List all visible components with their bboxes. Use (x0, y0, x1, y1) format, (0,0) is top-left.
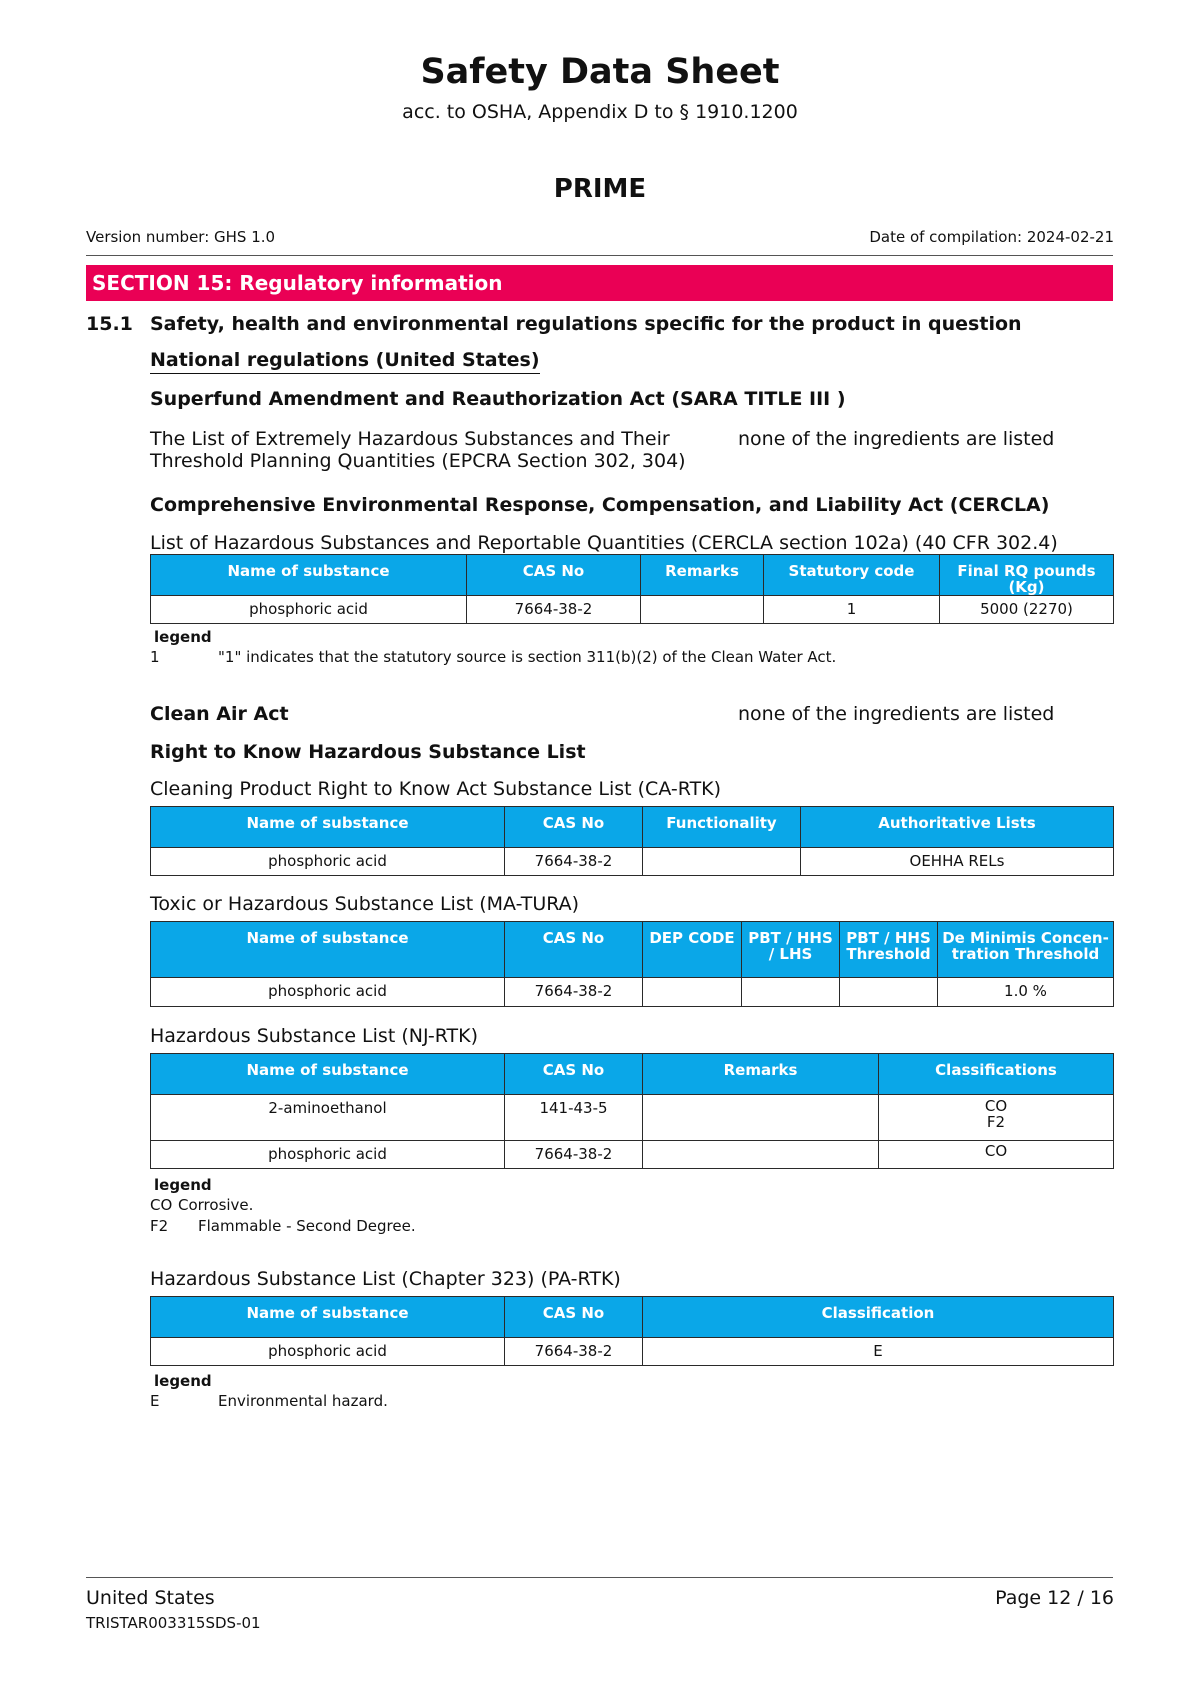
column-header: Statutory code (764, 555, 940, 596)
page-number: Page 12 / 16 (995, 1587, 1114, 1609)
sara-list-value: none of the ingredients are listed (738, 428, 1055, 450)
subsection-number: 15.1 (86, 313, 133, 335)
column-header: Name of substance (151, 1054, 505, 1095)
table-cell: 7664-38-2 (505, 978, 643, 1007)
clean-air-act-value: none of the ingredients are listed (738, 703, 1055, 725)
footer-divider (86, 1577, 1113, 1578)
table-cell: 5000 (2270) (940, 596, 1114, 624)
column-header: CAS No (467, 555, 641, 596)
column-header: Name of substance (151, 1297, 505, 1338)
nj-rtk-legend-title: legend (154, 1176, 212, 1194)
table-row (151, 978, 1114, 1007)
table-row (151, 848, 1114, 876)
table-row (151, 1141, 1114, 1169)
product-name: PRIME (553, 174, 647, 204)
legend-code: CO (150, 1196, 173, 1214)
legend-text: Corrosive. (178, 1196, 254, 1214)
legend-code: F2 (150, 1217, 169, 1235)
column-header: PBT / HHS / LHS (742, 922, 840, 978)
table-cell (742, 978, 840, 1007)
ma-tura-title: Toxic or Hazardous Substance List (MA-TURA) (150, 893, 580, 915)
column-header: Final RQ pounds (Kg) (940, 555, 1114, 596)
table-cell (643, 848, 801, 876)
column-header: DEP CODE (643, 922, 742, 978)
header-divider (86, 255, 1113, 256)
national-regulations-heading (150, 349, 540, 371)
rtk-heading: Right to Know Hazardous Substance List (150, 741, 586, 763)
table-cell: 7664-38-2 (505, 848, 643, 876)
cercla-legend-title: legend (154, 628, 212, 646)
table-cell (643, 978, 742, 1007)
column-header: Functionality (643, 807, 801, 848)
pa-rtk-title: Hazardous Substance List (Chapter 323) (PA-RTK) (150, 1268, 621, 1290)
column-header: CAS No (505, 922, 643, 978)
column-header: Authoritative Lists (801, 807, 1114, 848)
table-header-row (151, 1054, 1114, 1095)
clean-air-act-heading: Clean Air Act (150, 703, 289, 725)
cercla-table (150, 554, 1114, 624)
ca-rtk-title: Cleaning Product Right to Know Act Substance List (CA-RTK) (150, 778, 722, 800)
version-number: Version number: GHS 1.0 (86, 228, 276, 246)
legend-text: "1" indicates that the statutory source is section 311(b)(2) of the Clean Water Act. (218, 648, 837, 666)
document-title: Safety Data Sheet (420, 52, 780, 92)
footer-document-id: TRISTAR003315SDS-01 (86, 1614, 261, 1632)
column-header: Classification (643, 1297, 1114, 1338)
cercla-list-title: List of Hazardous Substances and Reportable Quantities (CERCLA section 102a) (40 CFR 302.4) (150, 532, 1058, 554)
legend-code: 1 (150, 648, 160, 666)
column-header: Name of substance (151, 807, 505, 848)
table-cell: phosphoric acid (151, 1141, 505, 1169)
table-row (151, 1338, 1114, 1366)
footer-country: United States (86, 1587, 215, 1609)
section-heading: SECTION 15: Regulatory information (86, 265, 1113, 301)
legend-text: Environmental hazard. (218, 1392, 388, 1410)
document-subtitle: acc. to OSHA, Appendix D to § 1910.1200 (402, 101, 798, 123)
pa-rtk-table (150, 1296, 1114, 1366)
table-cell: phosphoric acid (151, 848, 505, 876)
national-regulations-heading-text: National regulations (United States) (150, 349, 540, 374)
legend-text: Flammable - Second Degree. (198, 1217, 416, 1235)
sara-list-label-line2: Threshold Planning Quantities (EPCRA Section 302, 304) (150, 450, 686, 472)
table-cell (641, 596, 764, 624)
column-header: PBT / HHS Threshold (840, 922, 938, 978)
table-cell (643, 1095, 879, 1141)
table-header-row (151, 555, 1114, 596)
table-header-row (151, 807, 1114, 848)
table-cell (643, 1141, 879, 1169)
column-header: Name of substance (151, 922, 505, 978)
table-cell: 2-aminoethanol (151, 1095, 505, 1141)
table-cell: 141-43-5 (505, 1095, 643, 1141)
subsection-title: Safety, health and environmental regulations specific for the product in question (150, 313, 1022, 335)
table-cell: phosphoric acid (151, 978, 505, 1007)
table-header-row (151, 1297, 1114, 1338)
table-cell: 1 (764, 596, 940, 624)
column-header: Remarks (643, 1054, 879, 1095)
column-header: De Minimis Concen-tration Threshold (938, 922, 1114, 978)
sara-list-label-line1: The List of Extremely Hazardous Substances and Their (150, 428, 670, 450)
table-row (151, 596, 1114, 624)
sara-heading: Superfund Amendment and Reauthorization Act (SARA TITLE III ) (150, 388, 846, 410)
column-header: Remarks (641, 555, 764, 596)
table-cell: CO F2 (879, 1095, 1114, 1141)
table-cell: 1.0 % (938, 978, 1114, 1007)
compilation-date: Date of compilation: 2024-02-21 (869, 228, 1114, 246)
ca-rtk-table (150, 806, 1114, 876)
column-header: Name of substance (151, 555, 467, 596)
table-cell: phosphoric acid (151, 596, 467, 624)
table-cell (840, 978, 938, 1007)
table-cell: E (643, 1338, 1114, 1366)
column-header: CAS No (505, 1054, 643, 1095)
table-cell: 7664-38-2 (505, 1141, 643, 1169)
legend-code: E (150, 1392, 160, 1410)
pa-rtk-legend-title: legend (154, 1372, 212, 1390)
table-cell: OEHHA RELs (801, 848, 1114, 876)
table-cell: CO (879, 1141, 1114, 1169)
sara-list-label (150, 428, 710, 472)
nj-rtk-table (150, 1053, 1114, 1169)
table-cell: 7664-38-2 (505, 1338, 643, 1366)
table-header-row (151, 922, 1114, 978)
table-cell: phosphoric acid (151, 1338, 505, 1366)
nj-rtk-title: Hazardous Substance List (NJ-RTK) (150, 1025, 479, 1047)
table-cell: 7664-38-2 (467, 596, 641, 624)
ma-tura-table (150, 921, 1114, 1007)
cercla-heading: Comprehensive Environmental Response, Compensation, and Liability Act (CERCLA) (150, 494, 1050, 516)
column-header: Classifications (879, 1054, 1114, 1095)
column-header: CAS No (505, 1297, 643, 1338)
column-header: CAS No (505, 807, 643, 848)
table-row (151, 1095, 1114, 1141)
